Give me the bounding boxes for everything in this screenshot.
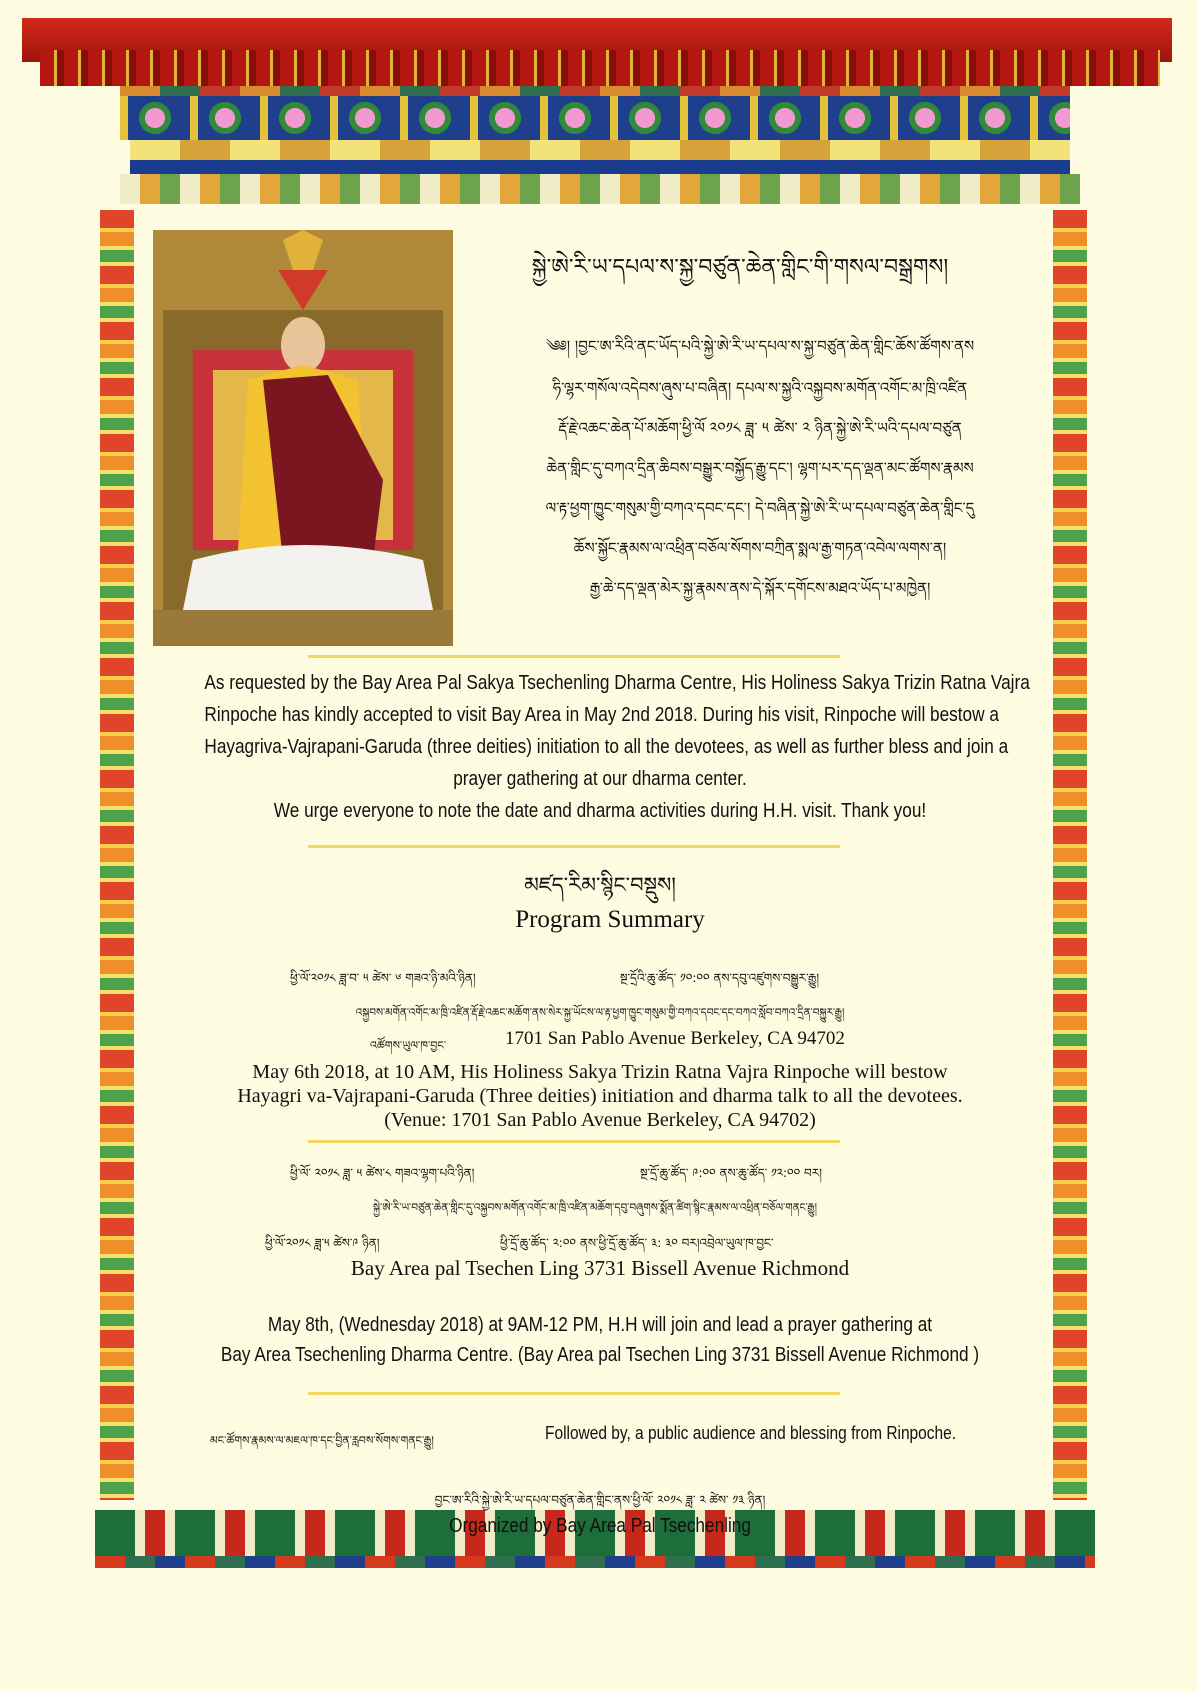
throne-illustration [153,230,453,646]
english-intro-line: Hayagriva-Vajrapani-Garuda (three deities) initiation to all the devotees, as well as further bless and join a [204,736,1009,758]
tibetan-event2-date: ཕྱི་ལོ་ ༢༠༡༨ ཟླ་ ༥ ཚེས་༨ གཟའ་ལྷག་པའི་ཉིན། [290,1166,475,1180]
tibetan-event1-date: ཕྱི་ལོ་༢༠༡༨ ཟླ་བ་ ༥ ཚེས་ ༦ གཟའ་ཉི་མའི་ཉིན། [290,971,476,985]
rinpoche-photo [153,230,453,646]
audience-note: Followed by, a public audience and blessing from Rinpoche. [545,1423,957,1443]
decor-band [130,160,1070,174]
english-intro-line: Rinpoche has kindly accepted to visit Bay Area in May 2nd 2018. During his visit, Rinpoche will bestow a [204,704,999,726]
divider [308,1140,840,1143]
tibetan-intro-line: ཧི་ལྷར་གསོལ་འདེབས་ཞུས་པ་བཞིན། དཔལ་ས་སྐྱའི་འསྐྱབས་མགོན་འགོང་མ་ཁྲི་འཛིན [552,379,968,397]
tibetan-intro-line: ཆེན་གླིང་དུ་བཀའ་དྲིན་ཆིབས་བསྒྱུར་བསྐྱོད་རྒྱུ་དང་། ལྷག་པར་དད་ལྡན་མང་ཚོགས་རྣམས [546,459,974,477]
bottom-border [95,1556,1095,1568]
tibetan-intro-line: རྒྱ་ཆེ་དད་ལྡན་མེར་སྐྱ་རྣམས་ནས་དེ་སྐོར་དགོངས་མཐའ་ཡོད་པ་མཁྱེན། [589,579,931,597]
event2-line: May 8th, (Wednesday 2018) at 9AM-12 PM, H.H will join and lead a prayer gathering at [267,1314,933,1336]
tibetan-event2-time: སྔ་དྲོ་ཆུ་ཚོད་ ༩:༠༠ ནས་ཆུ་ཚོད་ ༡༢:༠༠ བར། [640,1166,822,1180]
tibetan-organizer: བྱང་ཨ་རིའི་སྐྱེ་ཨེ་རི་ཡ་དཔལ་བཙུན་ཆེན་གླིང་ནས་ཕྱི་ལོ་ ༢༠༡༨ ཟླ་ ༢ ཚེས་ ༡༣ ཉིན། [434,1493,766,1507]
tibetan-event2-desc: སྐྱེ་ཨེ་རི་ཡ་བཙུན་ཆེན་གླིང་དུ་འསྐྱབས་མགོན་འགོང་མ་ཁྲི་འཛིན་མཆོག་དབུ་བཞུགས་སྨོན་ཚིག་སྙིང་རྣམས་ལ་འཕྲིན་བཅོལ་གནང་རྒྱུ། [373,1201,817,1214]
event2-venue: Bay Area pal Tsechen Ling 3731 Bissell Avenue Richmond [350,1256,850,1280]
event1-line: Hayagri va-Vajrapani-Garuda (Three deities) initiation and dharma talk to all the devotees. [237,1085,963,1107]
tibetan-venue-label: འཚོགས་ཡུལ་ཁ་བྱང་ [370,1039,447,1052]
decor-band-medallions [120,96,1070,140]
divider [308,845,840,848]
english-intro-line: We urge everyone to note the date and dharma activities during H.H. visit. Thank you! [273,800,927,822]
organizer: Organized by Bay Area Pal Tsechenling [449,1515,751,1537]
tibetan-intro-line: ༄༅། །བྱང་ཨ་རིའི་ནང་ཡོད་པའི་སྐྱེ་ཨེ་རི་ཡ་དཔལ་ས་སྐྱ་བཙུན་ཆེན་གླིང་ཆོས་ཚོགས་ནས [545,337,975,355]
left-border [100,210,134,1500]
event1-line: (Venue: 1701 San Pablo Avenue Berkeley, CA 94702) [384,1109,816,1131]
decor-band [130,140,1070,160]
tibetan-event3-date: ཕྱི་ལོ་༢༠༡༨ ཟླ་༥ ཚེས་༩ ཉིན། [265,1236,380,1250]
event1-line: May 6th 2018, at 10 AM, His Holiness Sakya Trizin Ratna Vajra Rinpoche will bestow [252,1061,948,1083]
roof-beams [40,50,1160,86]
tibetan-audience: མང་ཚོགས་རྣམས་ལ་མཇལ་ཁ་དང་བྱིན་རླབས་སོགས་གནང་རྒྱུ། [210,1434,434,1447]
tibetan-intro-line: ཆོས་སྐྱོང་རྣམས་ལ་འཕྲིན་བཅོལ་སོགས་བཀྲིན་སྨལ་རྒྱ་གཏན་འབེལ་ལགས་ན། [573,539,947,557]
tibetan-title: སྐྱེ་ཨེ་རི་ཡ་དཔལ་ས་སྐྱ་བཙུན་ཆེན་གླིང་གི་གསལ་བསྒྲགས། [531,255,949,280]
program-summary-title: Program Summary [515,906,705,933]
decor-band [120,174,1080,204]
tibetan-event3-time: ཕྱི་དྲོ་ཆུ་ཚོད་ ༢:༠༠ ནས་ཕྱི་དྲོ་ཆུ་ཚོད་ ༣: ༣༠ བར།འབྲེལ་ཡུལ་ཁ་བྱང་ [500,1236,774,1250]
tibetan-event1-time: སྔ་དྲོའི་ཆུ་ཚོད་ ༡༠:༠༠ ནས་དབུ་འཛུགས་བསྒྱུར་རྒྱུ། [620,971,820,985]
event2-line: Bay Area Tsechenling Dharma Centre. (Bay Area pal Tsechen Ling 3731 Bissell Avenue Richmond ) [220,1344,980,1366]
tibetan-intro-line: རྡོ་རྗེ་འཆང་ཆེན་པོ་མཆོག་ཕྱི་ལོ ༢༠༡༨ ཟླ་ ༥ ཚེས་ ༢ ཉིན་སྐྱེ་ཨེ་རི་ཡའི་དཔལ་བཙུན [558,419,962,437]
divider [308,1392,840,1395]
tibetan-program-title: མཛད་རིམ་སྙིང་བསྡུས། [524,873,676,897]
english-intro-line: As requested by the Bay Area Pal Sakya Tsechenling Dharma Centre, His Holiness Sakya Trizin Ratna Vajra [204,672,1030,694]
tibetan-event1-desc: འསྐྱབས་མགོན་འགོང་མ་ཁྲི་འཛིན་རྡོ་རྗེ་འཆང་མཆོག་ནས་སེར་སྐྱ་ཡོངས་ལ་རྟ་ཕྱག་ཁྱུང་གསུམ་གྱི་བཀའ་དབང་དང་བཀའ་སློབ་བཀའ་དྲིན་བསྐྱུར་རྒྱུ། [355,1006,845,1019]
decor-band [120,86,1070,96]
tibetan-intro-line: ལ་རྟ་ཕྱག་ཁྱུང་གསུམ་གྱི་བཀའ་དབང་དང་། དེ་བཞིན་སྐྱེ་ཨེ་རི་ཡ་དཔལ་བཙུན་ཆེན་གླིང་དུ [545,499,975,517]
event1-venue-address: 1701 San Pablo Avenue Berkeley, CA 94702 [505,1028,845,1049]
english-intro-line: prayer gathering at our dharma center. [453,768,747,790]
divider [308,655,840,658]
